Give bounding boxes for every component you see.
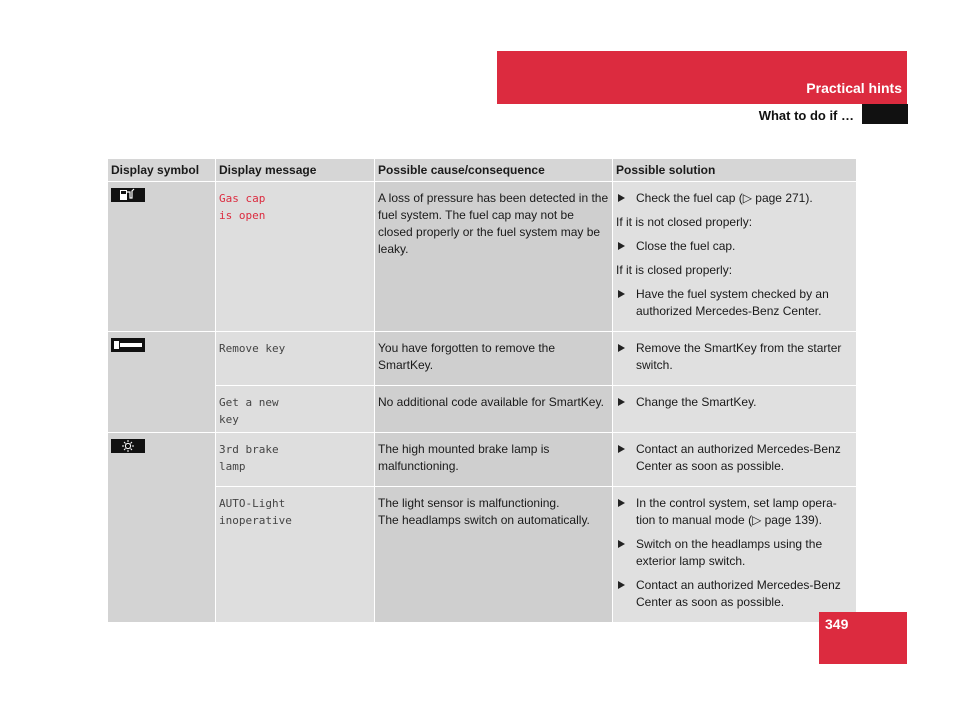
message-line: 3rd brake (219, 443, 279, 456)
table-row (108, 386, 857, 433)
bullet-arrow-icon (618, 540, 625, 548)
bullet-arrow-icon (618, 398, 625, 406)
table-row (108, 332, 857, 386)
message-line: Gas cap (219, 192, 266, 205)
column-header-solution: Possible solution (613, 159, 857, 182)
solution-cell (613, 332, 857, 386)
solution-step: Change the SmartKey. (616, 394, 853, 411)
cause-line: The headlamps switch on automatically. (378, 513, 590, 527)
message-line: key (219, 413, 239, 426)
message-line: Remove key (219, 342, 286, 355)
table-row (108, 487, 857, 623)
cause-cell: You have forgotten to remove the SmartKey. (375, 332, 613, 386)
bullet-arrow-icon (618, 499, 625, 507)
lamp-icon (111, 439, 145, 453)
page-number: 349 (825, 616, 849, 632)
message-line: Get a new (219, 396, 279, 409)
display-messages-table (107, 158, 857, 623)
cause-line: The light sensor is malfunctioning. (378, 496, 560, 510)
message-cell (216, 386, 375, 433)
solution-cell (613, 386, 857, 433)
solution-condition: If it is closed properly: (616, 263, 733, 277)
solution-step: Have the fuel system checked by an authorized Mercedes-Benz Center. (616, 286, 853, 320)
bullet-arrow-icon (618, 581, 625, 589)
solution-cell (613, 182, 857, 332)
table-header-row (108, 159, 857, 182)
column-header-cause: Possible cause/consequence (375, 159, 613, 182)
solution-step: Close the fuel cap. (616, 238, 853, 255)
solution-step: Switch on the headlamps using the exterior lamp switch. (616, 536, 853, 570)
column-header-symbol: Display symbol (108, 159, 216, 182)
solution-step: Check the fuel cap (▷ page 271). (616, 190, 853, 207)
message-line: is open (219, 209, 266, 222)
cause-cell (375, 487, 613, 623)
fuel-pump-icon (111, 188, 145, 202)
solution-condition: If it is not closed properly: (616, 215, 753, 229)
solution-step: Contact an authorized Mercedes-Benz Center as soon as possible. (616, 441, 853, 475)
symbol-cell (108, 332, 216, 433)
solution-step: Contact an authorized Mercedes-Benz Center as soon as possible. (616, 577, 853, 611)
bullet-arrow-icon (618, 445, 625, 453)
bullet-arrow-icon (618, 290, 625, 298)
message-cell (216, 332, 375, 386)
message-line: lamp (219, 460, 246, 473)
message-cell (216, 433, 375, 487)
page-subtitle: What to do if … (758, 108, 854, 123)
bullet-arrow-icon (618, 194, 625, 202)
message-cell (216, 487, 375, 623)
subtitle-marker (862, 104, 908, 124)
symbol-cell (108, 433, 216, 623)
message-line: AUTO-Light (219, 497, 286, 510)
table-row (108, 433, 857, 487)
solution-step: In the control system, set lamp opera-tion to manual mode (▷ page 139). (616, 495, 853, 529)
cause-cell: No additional code available for SmartKey. (375, 386, 613, 433)
column-header-message: Display message (216, 159, 375, 182)
solution-cell (613, 487, 857, 623)
table-row (108, 182, 857, 332)
bullet-arrow-icon (618, 242, 625, 250)
bullet-arrow-icon (618, 344, 625, 352)
cause-cell: The high mounted brake lamp is malfunctioning. (375, 433, 613, 487)
message-cell (216, 182, 375, 332)
solution-step: Remove the SmartKey from the starter switch. (616, 340, 853, 374)
header-banner (497, 51, 907, 104)
section-title: Practical hints (806, 80, 902, 96)
symbol-cell (108, 182, 216, 332)
solution-cell (613, 433, 857, 487)
cause-cell: A loss of pressure has been detected in the fuel system. The fuel cap may not be closed properly or the fuel system may be leaky. (375, 182, 613, 332)
key-icon (111, 338, 145, 352)
message-line: inoperative (219, 514, 292, 527)
